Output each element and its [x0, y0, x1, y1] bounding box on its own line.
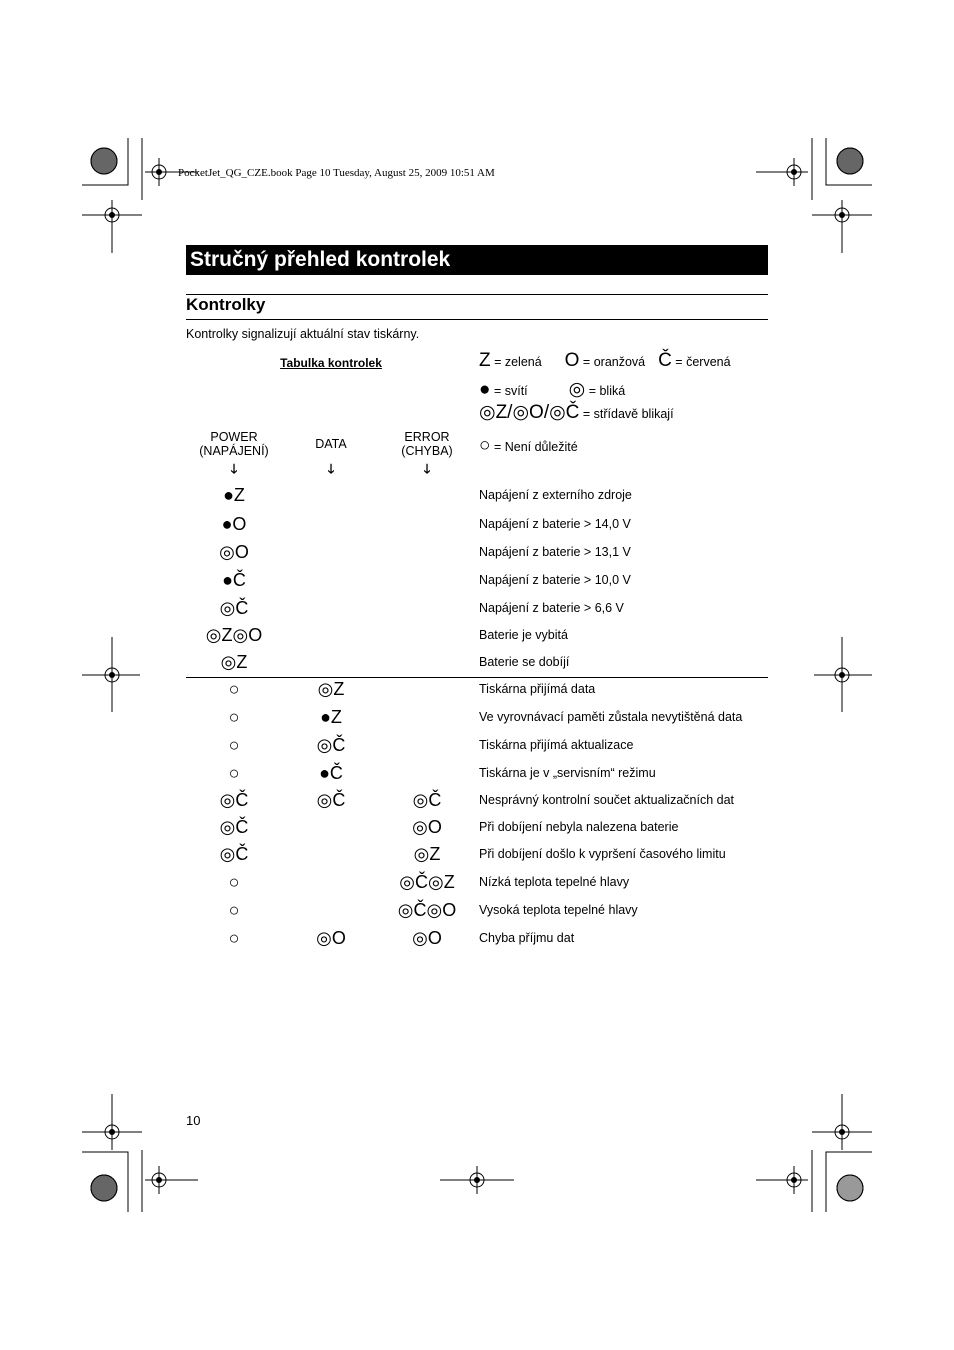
- error-indicator: ◎O: [412, 817, 442, 837]
- power-indicator: ●Č: [222, 570, 246, 590]
- power-indicator: ○: [228, 735, 240, 755]
- legend-solid-icon: ●: [479, 379, 491, 400]
- power-indicator: ◎Č: [219, 844, 249, 864]
- legend-orange-symbol: O: [564, 350, 580, 371]
- arrow-down-icon: 🡓: [230, 461, 238, 476]
- legend-not-important-text: = Není důležité: [490, 440, 578, 454]
- data-indicator: ◎Z: [317, 679, 345, 699]
- crosshair-icon: [756, 158, 808, 186]
- error-indicator: ◎Č◎O: [397, 900, 457, 920]
- power-indicator: ○: [228, 763, 240, 783]
- data-indicator: ◎O: [316, 928, 346, 948]
- rosette-icon: [837, 148, 863, 174]
- arrow-down-icon: 🡓: [327, 461, 335, 476]
- power-indicator: ◎Č: [219, 790, 249, 810]
- legend-alternating-symbol: ◎Z/◎O/◎Č: [479, 402, 580, 423]
- power-indicator: ○: [228, 872, 240, 892]
- legend-red-text: = červená: [671, 355, 731, 369]
- column-header-power: POWER (NAPÁJENÍ): [199, 430, 269, 458]
- data-indicator: ◎Č: [316, 790, 346, 810]
- error-indicator: ◎Č: [412, 790, 442, 810]
- section-rule-bottom: [186, 319, 768, 320]
- column-header-data: DATA: [315, 437, 347, 451]
- power-indicator: ●O: [221, 514, 247, 534]
- error-indicator: ◎O: [412, 928, 442, 948]
- data-indicator: ●Č: [319, 763, 343, 783]
- page-number: 10: [186, 1113, 201, 1128]
- legend-alternating: [479, 403, 674, 424]
- legend-colors: [479, 351, 731, 372]
- legend-solid-text: = svítí: [490, 384, 528, 398]
- row-description: Při dobíjení nebyla nalezena baterie: [479, 820, 679, 834]
- error-indicator: ◎Z: [413, 844, 441, 864]
- data-indicator: ●Z: [320, 707, 342, 727]
- legend-red-symbol: Č: [658, 350, 672, 371]
- legend-green-symbol: Z: [479, 350, 491, 371]
- arrow-down-icon: 🡓: [423, 461, 431, 476]
- power-indicator: ○: [228, 679, 240, 699]
- table-caption: Tabulka kontrolek: [280, 356, 382, 370]
- power-indicator: ○: [228, 900, 240, 920]
- legend-alternating-text: = střídavě blikají: [579, 407, 674, 421]
- crosshair-icon: [812, 1094, 872, 1150]
- power-indicator: ◎Č: [219, 817, 249, 837]
- power-indicator: ◎O: [219, 542, 249, 562]
- row-description: Napájení z baterie > 13,1 V: [479, 545, 631, 559]
- legend-empty-circle-icon: ○: [479, 435, 491, 456]
- section-title: Kontrolky: [186, 295, 266, 314]
- row-description: Nízká teplota tepelné hlavy: [479, 875, 630, 889]
- power-indicator: ◎Z◎O: [205, 625, 263, 645]
- crosshair-icon: [82, 1094, 142, 1150]
- row-description: Napájení z baterie > 10,0 V: [479, 573, 631, 587]
- intro-text: Kontrolky signalizují aktuální stav tiskárny.: [186, 327, 420, 341]
- crosshair-icon: [82, 200, 142, 253]
- crosshair-icon: [756, 1166, 808, 1194]
- legend-blink-icon: ◎: [568, 379, 586, 400]
- row-description: Nesprávný kontrolní součet aktualizačních dat: [479, 793, 734, 807]
- power-indicator: ◎Č: [219, 598, 249, 618]
- page-title-bar: [186, 245, 768, 275]
- data-indicator: ◎Č: [316, 735, 346, 755]
- legend-green-text: = zelená: [490, 355, 542, 369]
- error-indicator: ◎Č◎Z: [399, 872, 455, 892]
- column-header-error: ERROR (CHYBA): [401, 430, 453, 458]
- running-header: PocketJet_QG_CZE.book Page 10 Tuesday, August 25, 2009 10:51 AM: [178, 167, 495, 179]
- legend-blink-text: = bliká: [585, 384, 626, 398]
- row-description: Tiskárna přijímá data: [479, 682, 596, 696]
- rosette-icon: [91, 1175, 117, 1201]
- row-description: Baterie je vybitá: [479, 628, 568, 642]
- rosette-icon: [91, 148, 117, 174]
- power-indicator: ○: [228, 928, 240, 948]
- row-description: Při dobíjení došlo k vypršení časového limitu: [479, 847, 726, 861]
- section-rule-top: [186, 294, 768, 295]
- legend-states: [479, 380, 625, 401]
- row-description: Ve vyrovnávací paměti zůstala nevytištěná data: [479, 710, 743, 724]
- row-description: Tiskárna je v „servisním“ režimu: [479, 766, 656, 780]
- legend-not-important: [479, 436, 578, 457]
- rosette-icon: [837, 1175, 863, 1201]
- row-description: Chyba příjmu dat: [479, 931, 575, 945]
- crosshair-icon: [145, 1166, 198, 1194]
- row-description: Tiskárna přijímá aktualizace: [479, 738, 634, 752]
- power-indicator: ◎Z: [220, 652, 248, 672]
- power-indicator: ○: [228, 707, 240, 727]
- crosshair-icon: [812, 200, 872, 253]
- row-description: Napájení z baterie > 14,0 V: [479, 517, 631, 531]
- page-title: Stručný přehled kontrolek: [190, 248, 451, 271]
- legend-orange-text: = oranžová: [579, 355, 646, 369]
- power-indicator: ●Z: [223, 485, 245, 505]
- row-description: Napájení z baterie > 6,6 V: [479, 601, 624, 615]
- row-description: Baterie se dobíjí: [479, 655, 570, 669]
- row-description: Vysoká teplota tepelné hlavy: [479, 903, 638, 917]
- row-description: Napájení z externího zdroje: [479, 488, 632, 502]
